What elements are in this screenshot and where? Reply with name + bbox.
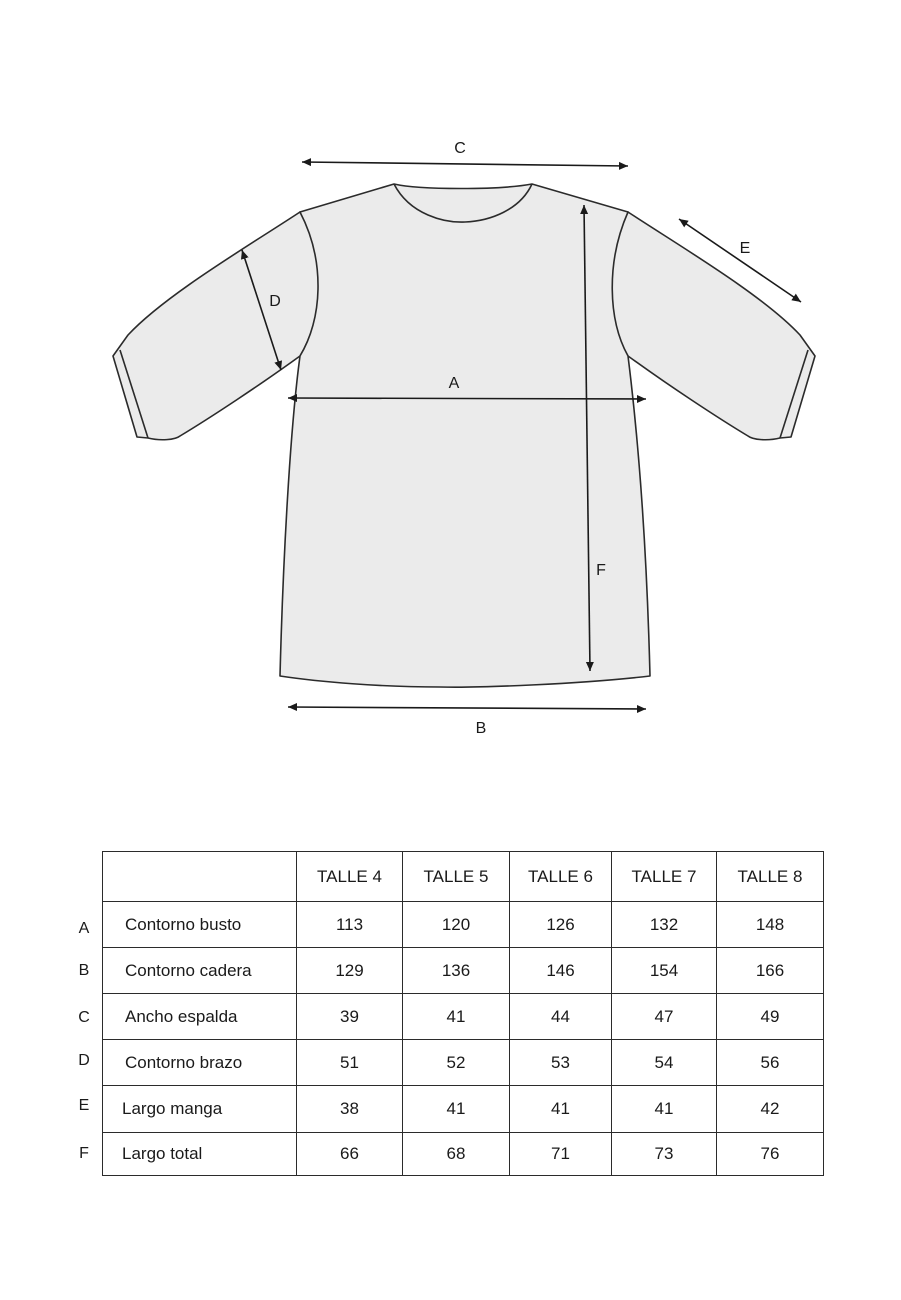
measurement-name: Ancho espalda — [103, 994, 297, 1040]
header-size: TALLE 8 — [717, 852, 824, 902]
table-row — [103, 902, 824, 948]
measurement-name: Contorno brazo — [103, 1040, 297, 1086]
table-row — [103, 994, 824, 1040]
left-sleeve — [113, 212, 319, 440]
header-size: TALLE 6 — [510, 852, 612, 902]
label-b: B — [475, 720, 487, 737]
measurement-value: 136 — [403, 948, 510, 994]
measurement-value: 38 — [297, 1086, 403, 1133]
garment-body — [280, 184, 650, 687]
label-f: F — [596, 562, 606, 579]
measurement-value: 148 — [717, 902, 824, 948]
table-row — [103, 1133, 824, 1176]
label-e: E — [739, 240, 751, 257]
header-size: TALLE 5 — [403, 852, 510, 902]
measurement-value: 41 — [612, 1086, 717, 1133]
measurement-value: 132 — [612, 902, 717, 948]
row-letter: A — [78, 920, 90, 937]
size-chart-table — [102, 851, 824, 1176]
measurement-value: 42 — [717, 1086, 824, 1133]
row-letter: C — [78, 1009, 90, 1026]
measure-line-c — [302, 162, 628, 166]
table-row — [103, 1040, 824, 1086]
measurement-value: 126 — [510, 902, 612, 948]
measurement-value: 73 — [612, 1133, 717, 1176]
row-letter: E — [78, 1097, 90, 1114]
measurement-value: 49 — [717, 994, 824, 1040]
measurement-value: 41 — [403, 994, 510, 1040]
measurement-value: 68 — [403, 1133, 510, 1176]
measurement-name: Contorno cadera — [103, 948, 297, 994]
table-header-row — [103, 852, 824, 902]
measurement-value: 39 — [297, 994, 403, 1040]
table-row — [103, 948, 824, 994]
label-a: A — [448, 375, 460, 392]
measurement-name: Largo manga — [103, 1086, 297, 1133]
measurement-value: 56 — [717, 1040, 824, 1086]
measurement-value: 113 — [297, 902, 403, 948]
header-size: TALLE 7 — [612, 852, 717, 902]
measurement-value: 51 — [297, 1040, 403, 1086]
measurement-value: 47 — [612, 994, 717, 1040]
measure-line-b — [288, 707, 646, 709]
measurement-value: 41 — [510, 1086, 612, 1133]
measurement-name: Contorno busto — [103, 902, 297, 948]
row-letter: D — [78, 1052, 90, 1069]
measurement-value: 129 — [297, 948, 403, 994]
measurement-value: 53 — [510, 1040, 612, 1086]
row-letter: F — [79, 1145, 89, 1162]
measurement-value: 44 — [510, 994, 612, 1040]
measurement-value: 66 — [297, 1133, 403, 1176]
measurement-value: 146 — [510, 948, 612, 994]
measurement-value: 76 — [717, 1133, 824, 1176]
row-letter: B — [78, 962, 90, 979]
measurement-value: 154 — [612, 948, 717, 994]
table-row — [103, 1086, 824, 1133]
header-empty — [103, 852, 297, 902]
measurement-value: 52 — [403, 1040, 510, 1086]
right-sleeve — [609, 212, 815, 440]
measurement-value: 166 — [717, 948, 824, 994]
measure-line-a — [288, 398, 646, 399]
measurement-value: 54 — [612, 1040, 717, 1086]
header-size: TALLE 4 — [297, 852, 403, 902]
measurement-name: Largo total — [103, 1133, 297, 1176]
label-d: D — [269, 293, 281, 310]
measurement-value: 41 — [403, 1086, 510, 1133]
label-c: C — [454, 140, 466, 157]
measurement-value: 71 — [510, 1133, 612, 1176]
measurement-value: 120 — [403, 902, 510, 948]
